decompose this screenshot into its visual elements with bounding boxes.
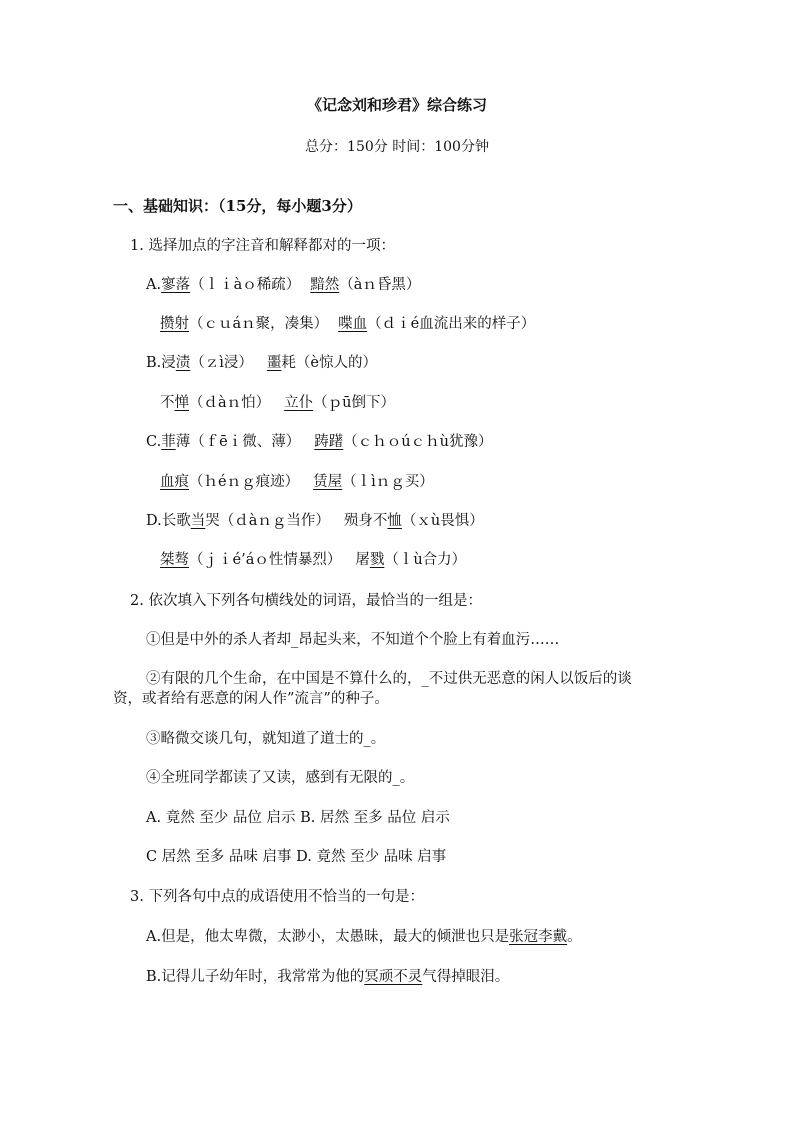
question-3-stem: 3. 下列各句中点的成语使用不恰当的一句是： <box>130 889 424 905</box>
text: 不 <box>160 395 175 411</box>
text: A.但是，他太卑微，太渺小，太愚昧，最大的倾泄也只是 <box>146 929 510 945</box>
q1-option-a-line2 <box>160 314 535 334</box>
q2-options-ab: A. 竟然 至少 品位 启示 B. 居然 至多 品位 启示 <box>146 810 450 826</box>
question-2-stem: 2. 依次填入下列各句横线处的词语，最恰当的一组是： <box>130 593 482 609</box>
note: （ｐū倒下） <box>313 395 395 411</box>
text: 耗 <box>281 355 296 371</box>
note: （àｎ昏黑） <box>339 277 421 293</box>
text: 。 <box>567 929 582 945</box>
text: 屋 <box>327 474 343 490</box>
marked-word: 踌躇 <box>314 434 344 450</box>
marked-word: 菲 <box>161 434 176 450</box>
note: （è惊人的） <box>295 355 377 371</box>
note: （ｌù合力） <box>384 552 467 568</box>
note: （ｌìｎｇ买） <box>342 474 434 490</box>
note: （ｌｉàｏ稀疏） <box>190 277 301 293</box>
marked-word: 噩 <box>266 355 282 371</box>
option-label: A. <box>146 277 162 293</box>
text: 血 <box>160 474 175 490</box>
marked-word: 赁 <box>313 474 328 490</box>
q2-sentence-2a: ②有限的几个生命，在中国是不算什么的，_不过供无恶意的闲人以饭后的谈 <box>146 671 632 687</box>
note: （ｚì浸） <box>190 355 253 371</box>
marked-idiom: 张冠李戴 <box>509 929 568 945</box>
marked-word: 黯然 <box>310 277 340 293</box>
q3-option-b <box>146 967 509 987</box>
note: （ｄàｎ怕） <box>189 395 271 411</box>
q2-options-cd: C 居然 至多 品味 启事 D. 竟然 至少 品味 启事 <box>146 849 447 865</box>
q3-option-a <box>146 927 582 947</box>
page-title: 《记念刘和珍君》综合练习 <box>306 96 487 114</box>
text: 立 <box>284 395 299 411</box>
note: （ｘù畏惧） <box>401 513 484 529</box>
note: （ｈéｎｇ痕迹） <box>189 474 300 490</box>
note: （ｄｉé血流出来的样子） <box>367 316 536 332</box>
q1-option-b-line2 <box>160 393 395 413</box>
section-heading: 一、基础知识：（15分，每小题3分） <box>113 197 362 215</box>
text: B.浸 <box>146 355 176 371</box>
marked-word: 桀骜 <box>160 552 189 568</box>
marked-word: 当 <box>190 513 206 529</box>
text: 殒身不 <box>343 513 388 529</box>
q1-option-c-line2 <box>160 472 434 492</box>
marked-word: 渍 <box>175 355 191 371</box>
text: D.长歌 <box>146 513 191 529</box>
marked-word: 寥落 <box>161 277 191 293</box>
marked-word: 仆 <box>298 395 314 411</box>
q2-sentence-1: ①但是中外的杀人者却_昂起头来，不知道个个脸上有着血污…… <box>146 632 560 648</box>
text: 气得掉眼泪。 <box>422 969 510 985</box>
q2-sentence-2b: 资，或者给有恶意的闲人作”流言”的种子。 <box>113 691 389 707</box>
q1-option-d-line2 <box>160 550 466 570</box>
text: 薄 <box>175 434 191 450</box>
note: （ｃｕáｎ聚，凑集） <box>189 316 329 332</box>
note: （ｃｈｏúｃｈù犹豫） <box>343 434 493 450</box>
q1-option-c-line1 <box>146 432 492 452</box>
marked-word: 戮 <box>369 552 385 568</box>
text: 哭 <box>205 513 220 529</box>
question-1-stem: 1. 选择加点的字注音和解释都对的一项： <box>130 238 395 254</box>
marked-word: 痕 <box>174 474 189 490</box>
note: （ｊｉé’áｏ性情暴烈） <box>189 552 342 568</box>
q1-option-d-line1 <box>146 511 484 531</box>
marked-word: 攒射 <box>160 316 189 332</box>
q1-option-b-line1 <box>146 353 377 373</box>
marked-word: 喋血 <box>338 316 368 332</box>
text: B.记得儿子幼年时，我常常为他的 <box>146 969 365 985</box>
text: 屠 <box>355 552 370 568</box>
marked-idiom: 冥顽不灵 <box>364 969 423 985</box>
marked-word: 恤 <box>387 513 402 529</box>
note: （ｄàｎｇ当作） <box>219 513 330 529</box>
q1-option-a-line1 <box>146 275 420 295</box>
note: （ｆēｉ微、薄） <box>190 434 301 450</box>
option-label: C. <box>146 434 162 450</box>
q2-sentence-4: ④全班同学都读了又读，感到有无限的_。 <box>146 770 415 786</box>
page-subtitle: 总分：150分 时间：100分钟 <box>305 139 489 155</box>
q2-sentence-3: ③略微交谈几句，就知道了道士的_。 <box>146 731 386 747</box>
marked-word: 惮 <box>174 395 189 411</box>
